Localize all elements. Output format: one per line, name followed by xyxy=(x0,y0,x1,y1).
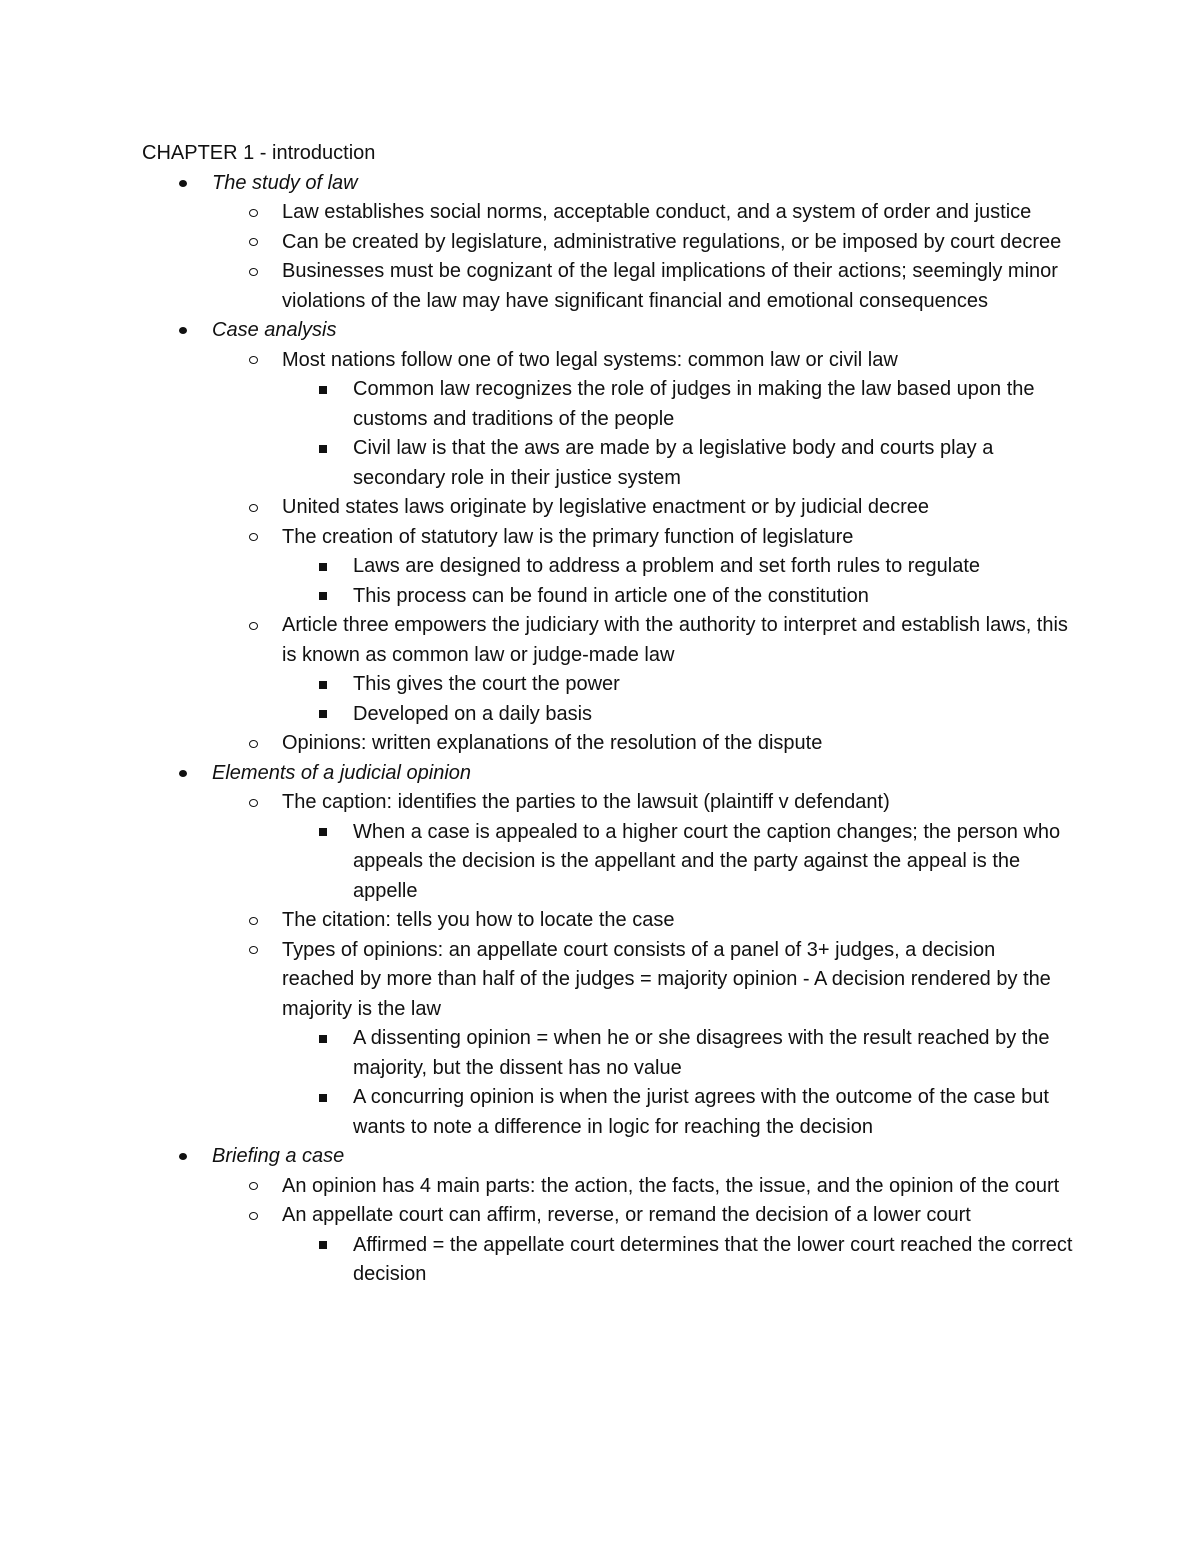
point-item xyxy=(0,198,1072,228)
point-list xyxy=(0,198,1072,316)
bullet-circle-icon xyxy=(249,729,258,759)
subpoint-text: A concurring opinion is when the jurist agrees with the outcome of the case but wants to note a difference in logic for reaching the decision xyxy=(353,1086,1049,1138)
subpoint-list xyxy=(0,1024,1072,1142)
subpoint-item xyxy=(0,552,1073,582)
point-text: Businesses must be cognizant of the legal implications of their actions; seemingly minor violations of the law may have significant financial and emotional consequences xyxy=(282,260,1058,312)
subpoint-text: Laws are designed to address a problem and set forth rules to regulate xyxy=(353,555,981,577)
point-text: The caption: identifies the parties to the lawsuit (plaintiff v defendant) xyxy=(282,791,890,813)
section-heading: Case analysis xyxy=(212,319,337,341)
subpoint-text: Common law recognizes the role of judges in making the law based upon the customs and traditions of the people xyxy=(353,378,1035,430)
bullet-square-icon xyxy=(319,818,327,848)
point-text: The citation: tells you how to locate the case xyxy=(282,909,675,931)
subpoint-item xyxy=(0,700,1073,730)
subpoint-text: A dissenting opinion = when he or she disagrees with the result reached by the majority, but the dissent has no value xyxy=(353,1027,1050,1079)
section-heading: Briefing a case xyxy=(212,1145,345,1167)
subpoint-list xyxy=(0,1231,1072,1290)
point-list xyxy=(0,788,1072,1142)
subpoint-text: Affirmed = the appellate court determines that the lower court reached the correct decision xyxy=(353,1233,1073,1285)
point-text: An appellate court can affirm, reverse, or remand the decision of a lower court xyxy=(282,1204,971,1226)
section-item xyxy=(0,1142,1072,1290)
bullet-circle-icon xyxy=(249,523,258,553)
bullet-disc-icon xyxy=(179,316,187,346)
bullet-square-icon xyxy=(319,1024,327,1054)
point-text: Opinions: written explanations of the resolution of the dispute xyxy=(282,732,823,754)
section-heading: Elements of a judicial opinion xyxy=(212,761,472,784)
bullet-circle-icon xyxy=(249,346,258,376)
bullet-square-icon xyxy=(319,375,327,405)
bullet-circle-icon xyxy=(249,788,258,818)
subpoint-item xyxy=(0,818,1073,907)
subpoint-text: This process can be found in article one of the constitution xyxy=(353,584,869,607)
bullet-circle-icon xyxy=(249,493,258,523)
subpoint-item xyxy=(0,582,1073,612)
point-text: An opinion has 4 main parts: the action, the facts, the issue, and the opinion of the court xyxy=(282,1174,1060,1197)
bullet-square-icon xyxy=(319,700,327,730)
point-item xyxy=(0,523,1072,612)
subpoint-item xyxy=(0,1231,1073,1290)
bullet-square-icon xyxy=(319,1231,327,1261)
bullet-square-icon xyxy=(319,582,327,612)
section-item xyxy=(0,316,1072,759)
subpoint-item xyxy=(0,375,1073,434)
bullet-circle-icon xyxy=(249,257,258,287)
bullet-square-icon xyxy=(319,552,327,582)
point-item xyxy=(0,906,1072,936)
bullet-disc-icon xyxy=(179,1142,187,1172)
subpoint-list xyxy=(0,670,1072,729)
bullet-disc-icon xyxy=(179,169,187,199)
point-text: Types of opinions: an appellate court consists of a panel of 3+ judges, a decision reached by more than half of the judges = majority opinion - A decision rendered by the majority is the law xyxy=(282,938,1051,1020)
point-list xyxy=(0,1172,1072,1290)
subpoint-list xyxy=(0,375,1072,493)
point-text: Most nations follow one of two legal systems: common law or civil law xyxy=(282,348,898,371)
subpoint-text: Civil law is that the aws are made by a legislative body and courts play a secondary role in their justice system xyxy=(353,437,994,489)
point-item xyxy=(0,1201,1072,1290)
bullet-circle-icon xyxy=(249,228,258,258)
bullet-disc-icon xyxy=(179,759,187,789)
bullet-circle-icon xyxy=(249,936,258,966)
point-text: Article three empowers the judiciary with the authority to interpret and establish laws, this is known as common law or judge-made law xyxy=(282,614,1068,666)
section-item xyxy=(0,759,1072,1143)
section-item xyxy=(0,169,1072,317)
point-item xyxy=(0,228,1072,258)
point-item xyxy=(0,788,1072,906)
point-item xyxy=(0,1172,1072,1202)
point-text: The creation of statutory law is the primary function of legislature xyxy=(282,525,854,548)
subpoint-item xyxy=(0,434,1073,493)
point-item xyxy=(0,493,1072,523)
subpoint-text: Developed on a daily basis xyxy=(353,702,593,725)
bullet-circle-icon xyxy=(249,1201,258,1231)
bullet-square-icon xyxy=(319,1083,327,1113)
subpoint-list xyxy=(0,552,1072,611)
point-text: United states laws originate by legislative enactment or by judicial decree xyxy=(282,496,930,518)
bullet-square-icon xyxy=(319,434,327,464)
point-text: Can be created by legislature, administrative regulations, or be imposed by court decree xyxy=(282,230,1062,253)
bullet-circle-icon xyxy=(249,1172,258,1202)
subpoint-item xyxy=(0,670,1073,700)
subpoint-item xyxy=(0,1024,1073,1083)
bullet-circle-icon xyxy=(249,198,258,228)
point-item xyxy=(0,257,1072,316)
point-item xyxy=(0,346,1072,494)
subpoint-item xyxy=(0,1083,1073,1142)
subpoint-list xyxy=(0,818,1072,907)
chapter-title: CHAPTER 1 - introduction xyxy=(142,142,376,164)
subpoint-text: This gives the court the power xyxy=(353,673,620,695)
subpoint-text: When a case is appealed to a higher court the caption changes; the person who appeals the decision is the appellant and the party against the appeal is the appelle xyxy=(353,820,1061,902)
section-heading: The study of law xyxy=(212,171,358,194)
point-item xyxy=(0,729,1072,759)
point-item xyxy=(0,611,1072,729)
outline-list xyxy=(0,169,1200,1290)
point-list xyxy=(0,346,1072,759)
bullet-circle-icon xyxy=(249,906,258,936)
point-item xyxy=(0,936,1072,1143)
bullet-circle-icon xyxy=(249,611,258,641)
point-text: Law establishes social norms, acceptable conduct, and a system of order and justice xyxy=(282,201,1032,223)
bullet-square-icon xyxy=(319,670,327,700)
